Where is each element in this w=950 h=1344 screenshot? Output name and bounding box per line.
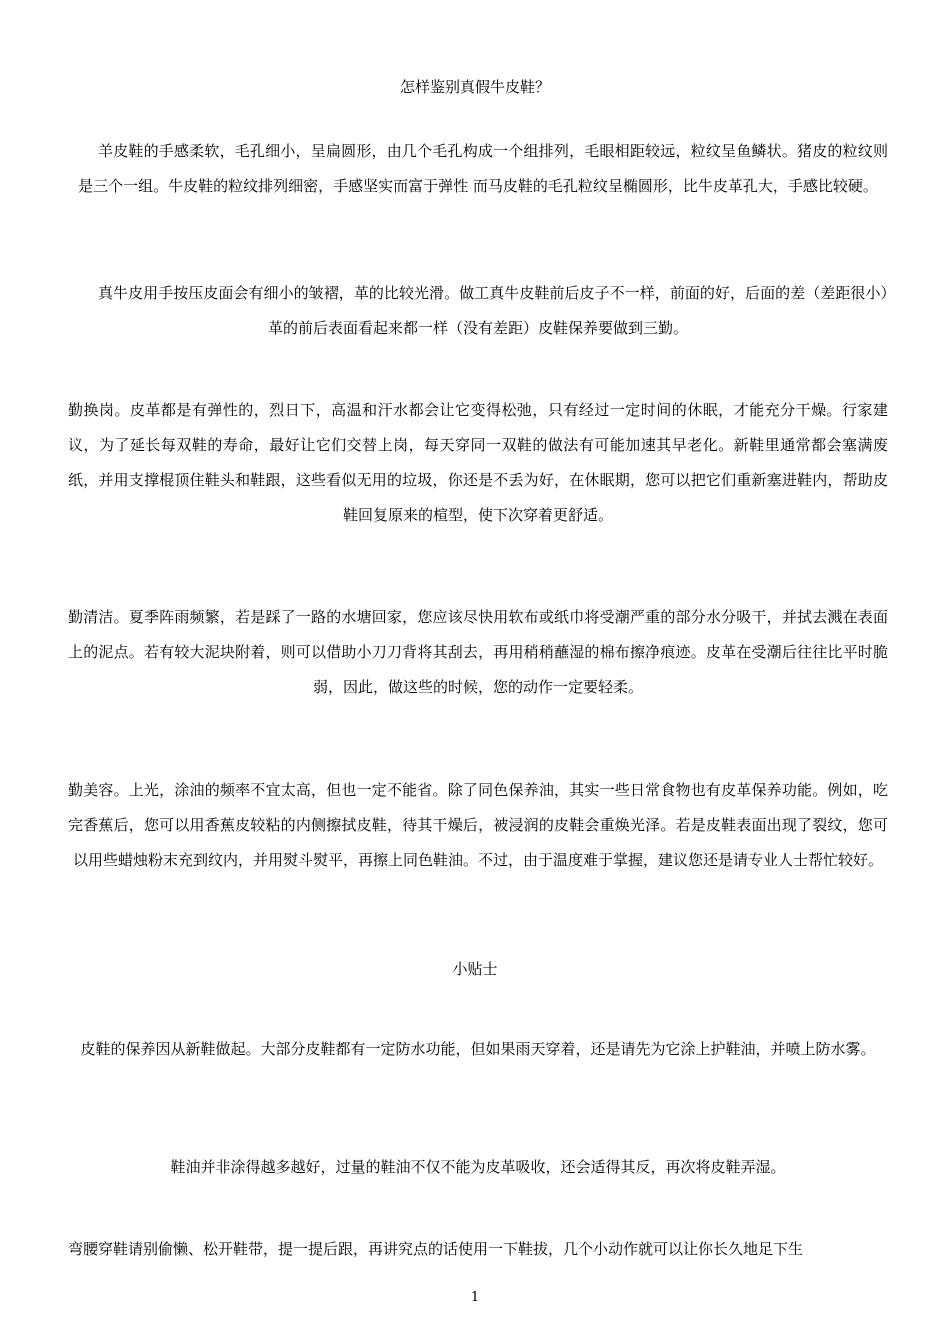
tip-wearing-shoes: 弯腰穿鞋请别偷懒、松开鞋带，提一提后跟，再讲究点的话使用一下鞋拔，几个小动作就可以让你长久地足下生 (68, 1240, 804, 1258)
tip-shoe-polish: 鞋油并非涂得越多越好，过量的鞋油不仅不能为皮革吸收，还会适得其反，再次将皮鞋弄湿。 (170, 1158, 786, 1176)
page-number: 1 (470, 1290, 480, 1305)
tip-new-shoes: 皮鞋的保养因从新鞋做起。大部分皮鞋都有一定防水功能，但如果雨天穿着，还是请先为它涂上护鞋油，并喷上防水雾。 (80, 1040, 876, 1058)
paragraph-beauty: 勤美容。上光，涂油的频率不宜太高，但也一定不能省。除了同色保养油，其实一些日常食物也有皮革保养功能。例如，吃完香蕉后，您可以用香蕉皮较粘的内侧擦拭皮鞋，待其干燥后，被浸润的皮鞋会重焕光泽。若是皮鞋表面出现了裂纹，您可以用些蜡烛粉末充到纹内，并用熨斗熨平，再擦上同色鞋油。不过，由于温度难于掌握，建议您还是请专业人士帮忙较好。 (68, 781, 888, 869)
paragraph-genuine-cowhide: 真牛皮用手按压皮面会有细小的皱褶，革的比较光滑。做工真牛皮鞋前后皮子不一样，前面的好，后面的差（差距很小）革的前后表面看起来都一样（没有差距）皮鞋保养要做到三勤。 (98, 284, 888, 337)
paragraph-clean: 勤清洁。夏季阵雨频繁，若是踩了一路的水塘回家，您应该尽快用软布或纸巾将受潮严重的部分水分吸干，并拭去溅在表面上的泥点。若有较大泥块附着，则可以借助小刀刀背将其刮去，再用稍稍蘸湿的棉布擦净痕迹。皮革在受潮后往往比平时脆弱，因此，做这些的时候，您的动作一定要轻柔。 (68, 608, 888, 696)
document-title: 怎样鉴别真假牛皮鞋？ (399, 78, 550, 96)
paragraph-rotate: 勤换岗。皮革都是有弹性的，烈日下，高温和汗水都会让它变得松弛，只有经过一定时间的休眠，才能充分干燥。行家建议，为了延长每双鞋的寿命，最好让它们交替上岗，每天穿同一双鞋的做法有可能加速其早老化。新鞋里通常都会塞满废纸，并用支撑棍顶住鞋头和鞋跟，这些看似无用的垃圾，你还是不丢为好，在休眠期，您可以把它们重新塞进鞋内，帮助皮鞋回复原来的楦型，使下次穿着更舒适。 (68, 401, 888, 524)
paragraph-sheepskin: 羊皮鞋的手感柔软，毛孔细小，呈扁圆形，由几个毛孔构成一个组排列，毛眼相距较远，粒纹呈鱼鳞状。猪皮的粒纹则是三个一组。牛皮鞋的粒纹排列细密，手感坚实而富于弹性 而马皮鞋的毛孔粒纹呈椭圆形，比牛皮革孔大，手感比较硬。 (78, 142, 888, 195)
tips-heading: 小贴士 (452, 960, 498, 978)
